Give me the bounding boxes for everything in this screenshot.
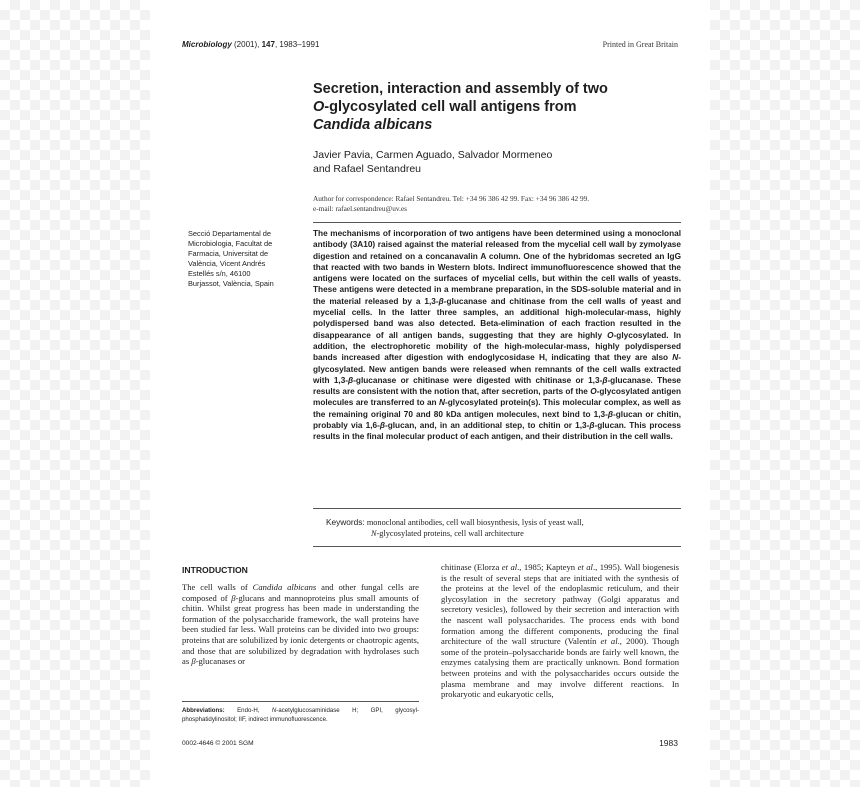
keywords-line-2: N-glycosylated proteins, cell wall architecture [371,529,524,538]
affiliation-line: Burjassot, València, Spain [188,279,274,288]
keywords-top-rule [313,508,681,509]
title-line-3: Candida albicans [313,117,433,133]
journal-name: Microbiology [182,40,232,49]
authors-line-1: Javier Pavia, Carmen Aguado, Salvador Mormeneo [313,149,553,161]
authors-line-2: and Rafael Sentandreu [313,163,421,175]
correspondence-info [313,194,713,213]
journal-pages: , 1983–1991 [274,40,320,49]
affiliation-line: València, Vicent Andrés [188,259,266,268]
keywords-block [326,517,671,539]
affiliation-line: Microbiologia, Facultat de [188,239,273,248]
correspondence-email: e-mail: rafael.sentandreu@uv.es [313,203,407,213]
intro-column-left: The cell walls of Candida albicans and other fungal cells are composed of β-glucans and mannoproteins plus small amounts of chitin. Whilst great progress has been made in understanding the formation of the polysaccharide framework, the wall proteins have been studied far less. Wall proteins can be divided into two groups: proteins that are solubilized by ionic detergents or chaotropic agents, and those that are solubilized by degradation with hydrolases such as β-glucanases or [182,582,419,667]
abbreviations-rule [182,701,419,702]
affiliation-line: Secció Departamental de [188,229,271,238]
author-affiliation [188,229,298,289]
journal-volume: 147 [261,40,275,49]
keywords-label: Keywords: [326,517,365,527]
affiliation-line: Estellés s/n, 46100 [188,269,251,278]
keywords-line-1: monoclonal antibodies, cell wall biosynthesis, lysis of yeast wall, [366,518,584,527]
title-line-1: Secretion, interaction and assembly of two [313,81,608,97]
abstract: The mechanisms of incorporation of two antigens have been determined using a monoclonal antibody (3A10) raised against the material released from the mycelial cell wall by zymolyase digestion and retained on a concanavalin A column. One of the hybridomas secreted an IgG that reacted with two bands in Western blots. Indirect immunofluorescence showed that the antigens were located on the surfaces of mycelial cells, but within the cell walls of yeasts. These antigens were detected in a membrane preparation, in the SDS-soluble material and in the material released by a 1,3-β-glucanase and chitinase from the cell walls of yeast and mycelial cells. In the latter three samples, an additional high-molecular-mass, highly polydispersed band was also detected. Beta-elimination of each fraction resulted in the disappearance of all antigen bands, suggesting that they are highly O-glycosylated. In addition, the electrophoretic mobility of the high-molecular-mass, highly polydispersed bands increased after digestion with endoglycosidase H, indicating that they are also N-glycosylated. New antigen bands were released when remnants of the cell walls extracted with 1,3-β-glucanase or chitinase were digested with chitinase or 1,3-β-glucanase. These results are consistent with the notion that, after secretion, parts of the O-glycosylated antigen molecules are transferred to an N-glycosylated protein(s). This molecular complex, as well as the remaining original 70 and 80 kDa antigen molecules, next bind to 1,3-β-glucan or chitin, probably via 1,6-β-glucan, and, in an additional step, to chitin or 1,3-β-glucan. This process results in the final molecular product of each antigen, and their distribution in the cell walls. [313,229,682,442]
correspondence-contact: Author for correspondence: Rafael Sentandreu. Tel: +34 96 386 42 99. Fax: +34 96 386 42 99. [313,194,590,203]
page-number: 1983 [659,738,678,748]
abstract-top-rule [313,222,681,223]
journal-year: (2001), [231,40,262,49]
footer-issn: 0002-4646 © 2001 SGM [182,740,254,747]
section-heading-introduction: INTRODUCTION [182,565,248,575]
affiliation-line: Farmacia, Universitat de [188,249,269,258]
title-line-2: O-glycosylated cell wall antigens from [313,99,577,115]
article-title [313,80,693,134]
intro-column-right: chitinase (Elorza et al., 1985; Kapteyn et al., 1995). Wall biogenesis is the result of several steps that are initiated with the synthesis of the proteins at the level of the endoplasmic reticulum, and their glycosylation in the secretory pathway (Golgi apparatus and secretory vesicles), followed by their secretion and interaction with the nascent wall polysaccharides. The process ends with bond formation among the different components, producing the final architecture of the wall structure (Valentín et al., 2000). Though some of the protein–polysaccharide bonds are fairly well known, the enzymes catalysing them are practically unknown. Bond formation between proteins and with the polysaccharides occurs outside the plasma membrane and may involve different reactions. In prokaryotic and eukaryotic cells, [441,562,680,700]
running-head-citation [182,40,319,49]
keywords-bottom-rule [313,546,681,547]
abbreviations-footnote: Abbreviations: Endo-H, N-acetylglucosaminidase H; GPI, glycosyl-phosphatidylinositol; IIF, indirect immunofluorescence. [182,707,419,723]
author-list [313,148,643,176]
printed-in-note: Printed in Great Britain [602,40,678,49]
